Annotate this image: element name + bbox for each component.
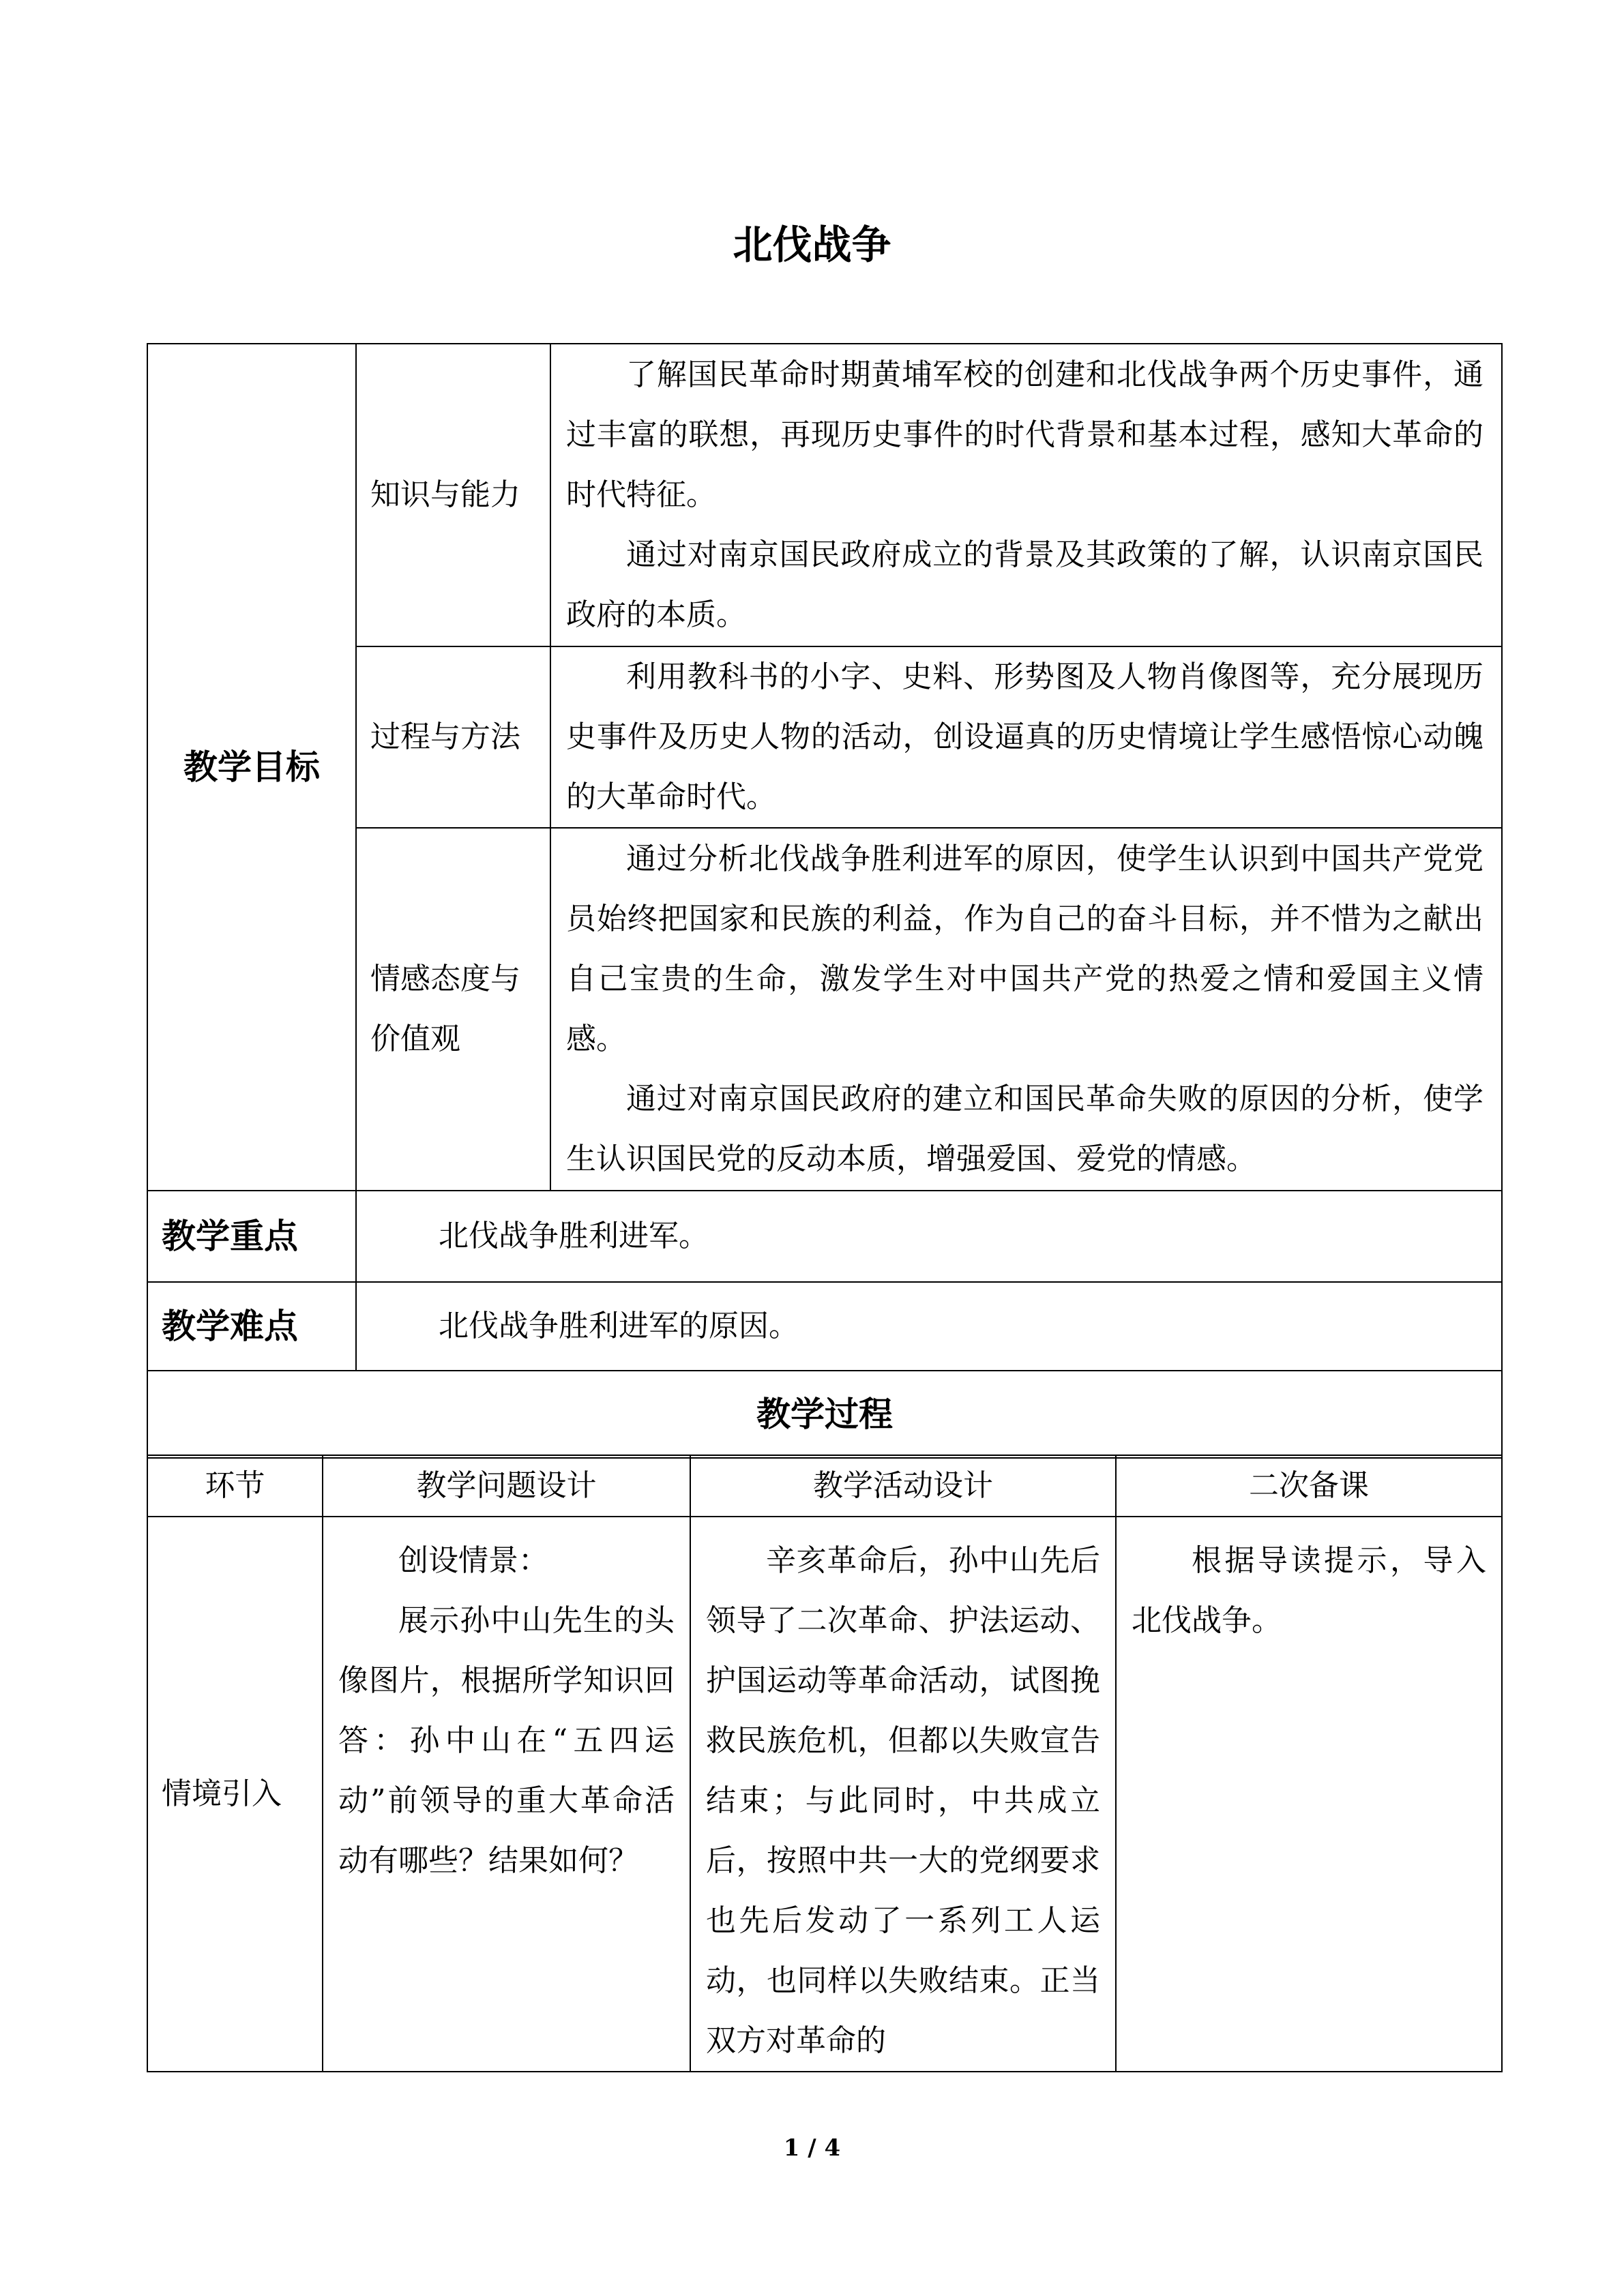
difficult-point-text: 北伐战争胜利进军的原因。 <box>356 1282 1502 1371</box>
page-title: 北伐战争 <box>733 222 891 268</box>
objective-paragraph: 通过对南京国民政府成立的背景及其政策的了解，认识南京国民政府的本质。 <box>566 537 1483 632</box>
prep-paragraph: 根据导读提示，导入北伐战争。 <box>1132 1543 1486 1638</box>
process-table <box>147 1455 1501 2072</box>
activity-paragraph: 辛亥革命后，孙中山先后领导了二次革命、护法运动、护国运动等革命活动，试图挽救民族危机，但都以失败宣告结束；与此同时，中共成立后，按照中共一大的党纲要求也先后发动了一系列工人运动，也同样以失败结束。正当双方对革命的 <box>706 1543 1100 2058</box>
question-paragraph: 创设情景： <box>398 1543 548 1578</box>
key-point-label: 教学重点 <box>147 1191 356 1282</box>
question-design-cell <box>323 1517 690 2072</box>
page-number: 1 / 4 <box>783 2134 841 2162</box>
objective-paragraph: 通过分析北伐战争胜利进军的原因，使学生认识到中国共产党党员始终把国家和民族的利益，作为自己的奋斗目标，并不惜为之献出自己宝贵的生命，激发学生对中国共产党的热爱之情和爱国主义情感。 <box>566 841 1483 1056</box>
objective-paragraph: 利用教科书的小字、史料、形势图及人物肖像图等，充分展现历史事件及历史人物的活动，创设逼真的历史情境让学生感悟惊心动魄的大革命时代。 <box>566 659 1483 814</box>
objectives-header: 教学目标 <box>147 344 356 1191</box>
column-header: 环节 <box>147 1455 323 1517</box>
objective-label-process: 过程与方法 <box>356 646 550 828</box>
objective-paragraph: 通过对南京国民政府的建立和国民革命失败的原因的分析，使学生认识国民党的反动本质，增强爱国、爱党的情感。 <box>566 1082 1483 1176</box>
lesson-plan-table-top <box>147 343 1501 1459</box>
difficult-point-label: 教学难点 <box>147 1282 356 1371</box>
column-header: 二次备课 <box>1116 1455 1502 1517</box>
objective-content-knowledge <box>550 344 1502 646</box>
secondary-prep-cell <box>1116 1517 1502 2072</box>
objective-label-knowledge: 知识与能力 <box>356 344 550 646</box>
column-header: 教学问题设计 <box>323 1455 690 1517</box>
objective-content-process <box>550 646 1502 828</box>
objective-paragraph: 了解国民革命时期黄埔军校的创建和北伐战争两个历史事件，通过丰富的联想，再现历史事件的时代背景和基本过程，感知大革命的时代特征。 <box>566 357 1483 512</box>
objective-label-attitude: 情感态度与价值观 <box>356 828 550 1191</box>
stage-cell: 情境引入 <box>147 1517 323 2072</box>
objective-content-attitude <box>550 828 1502 1191</box>
process-header: 教学过程 <box>147 1371 1502 1458</box>
question-paragraph: 展示孙中山先生的头像图片，根据所学知识回答：孙中山在“五四运动”前领导的重大革命活动有哪些？结果如何？ <box>338 1603 675 1878</box>
activity-design-cell <box>690 1517 1116 2072</box>
column-header: 教学活动设计 <box>690 1455 1116 1517</box>
key-point-text: 北伐战争胜利进军。 <box>356 1191 1502 1282</box>
